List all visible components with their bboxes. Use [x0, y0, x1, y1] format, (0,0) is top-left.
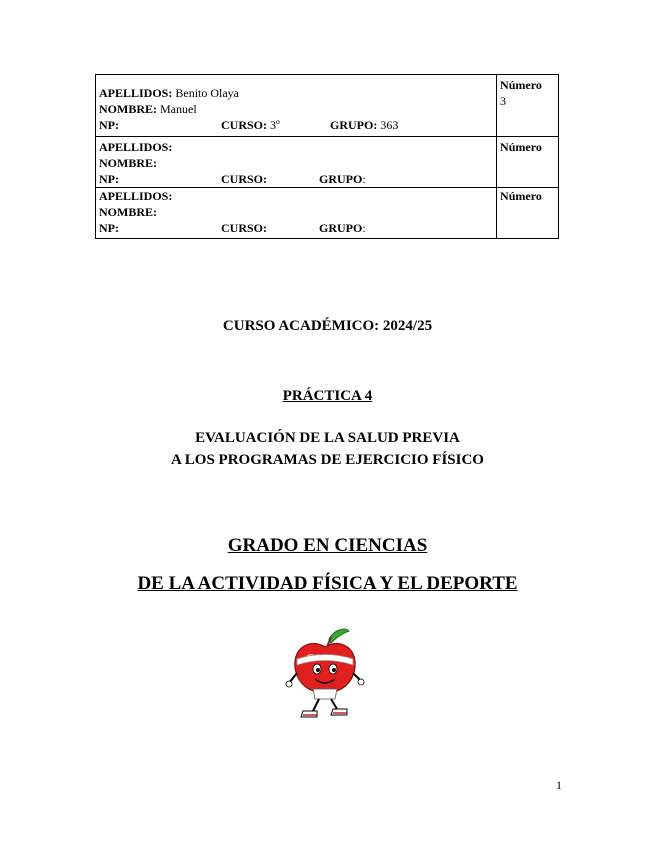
grupo-field	[319, 220, 366, 236]
curso-value: 3º	[270, 118, 280, 132]
evaluation-title-line-2: A LOS PROGRAMAS DE EJERCICIO FÍSICO	[171, 452, 484, 468]
nombre-line	[99, 101, 493, 117]
numero-label: Número	[500, 78, 542, 92]
practice-title: PRÁCTICA 4	[282, 388, 373, 404]
grupo-field	[319, 171, 366, 187]
nombre-label: NOMBRE:	[99, 205, 157, 219]
apellidos-label: APELLIDOS:	[99, 86, 173, 100]
degree-title-line-2: DE LA ACTIVIDAD FÍSICA Y EL DEPORTE	[137, 573, 518, 594]
curso-label: CURSO:	[221, 221, 268, 235]
curso-field	[221, 117, 280, 133]
student-row-3	[96, 188, 559, 239]
student-row-2	[96, 137, 559, 188]
grupo-colon: :	[362, 172, 366, 186]
student-info-table	[95, 74, 559, 239]
apellidos-line	[99, 139, 493, 155]
nombre-line	[99, 204, 493, 220]
grupo-colon: :	[362, 221, 366, 235]
numero-label: Número	[500, 140, 542, 154]
evaluation-title-line-1: EVALUACIÓN DE LA SALUD PREVIA	[195, 430, 460, 446]
grupo-label: GRUPO:	[330, 118, 378, 132]
grupo-label: GRUPO	[319, 172, 363, 186]
np-line	[99, 171, 493, 187]
academic-year: CURSO ACADÉMICO: 2024/25	[222, 318, 433, 334]
curso-label: CURSO:	[221, 118, 268, 132]
apellidos-line	[99, 85, 493, 101]
student-2-number	[497, 137, 559, 188]
grupo-value: 363	[380, 118, 399, 132]
np-label: NP:	[99, 118, 119, 132]
running-apple-icon	[285, 625, 365, 721]
page-number: 1	[556, 778, 562, 792]
student-3-number	[497, 188, 559, 239]
grupo-label: GRUPO	[319, 221, 363, 235]
curso-label: CURSO:	[221, 172, 268, 186]
grupo-field	[330, 117, 398, 133]
student-3-info	[96, 188, 497, 239]
numero-label: Número	[500, 189, 542, 203]
nombre-label: NOMBRE:	[99, 156, 157, 170]
nombre-label: NOMBRE:	[99, 102, 157, 116]
student-2-info	[96, 137, 497, 188]
np-line	[99, 117, 493, 133]
apellidos-label: APELLIDOS:	[99, 189, 173, 203]
student-1-info	[96, 75, 497, 137]
student-row-1	[96, 75, 559, 137]
apellidos-line	[99, 188, 493, 204]
degree-title-line-1: GRADO EN CIENCIAS	[227, 535, 428, 556]
apellidos-value: Benito Olaya	[175, 86, 240, 100]
nombre-line	[99, 155, 493, 171]
student-1-number	[497, 75, 559, 137]
apellidos-label: APELLIDOS:	[99, 140, 173, 154]
np-label: NP:	[99, 221, 119, 235]
np-label: NP:	[99, 172, 119, 186]
numero-value: 3	[500, 94, 507, 108]
np-line	[99, 220, 493, 236]
nombre-value: Manuel	[160, 102, 197, 116]
